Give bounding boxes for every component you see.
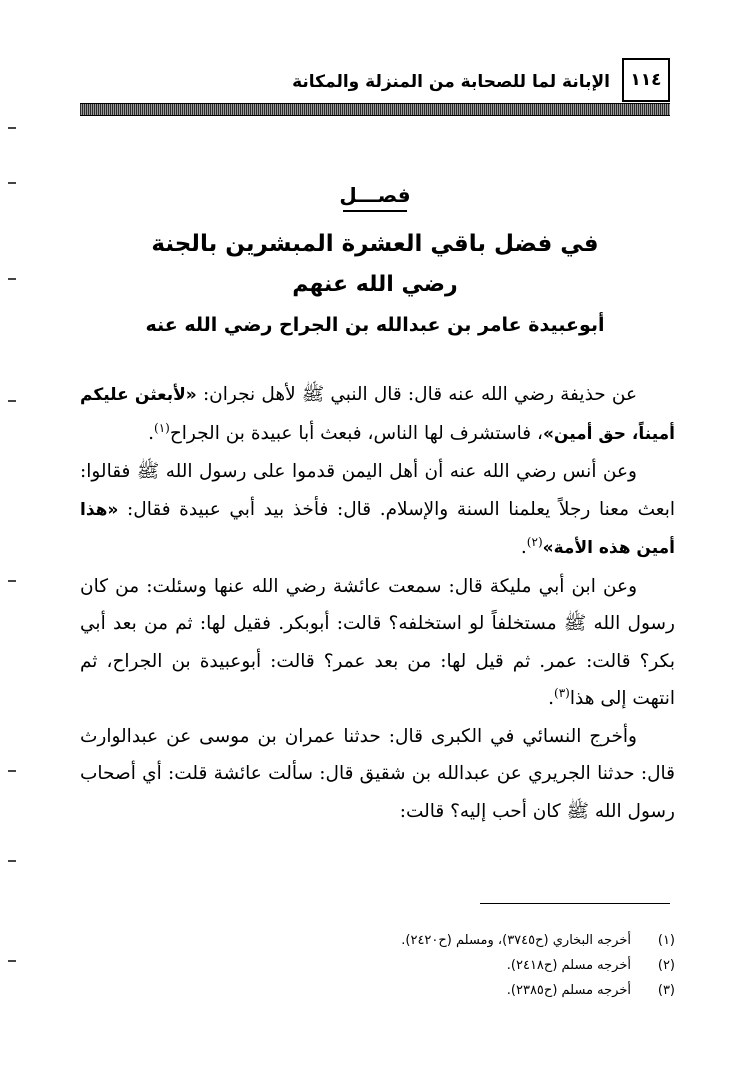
footnote-number: (١): [657, 933, 675, 948]
margin-tick: [8, 400, 16, 402]
paragraph-1: [80, 376, 675, 453]
footnote-1: [80, 928, 675, 953]
footnotes: [80, 928, 675, 1003]
headings-block: [80, 180, 670, 344]
p3-text-a: وعن ابن أبي مليكة قال: سمعت عائشة رضي الله عنها وسئلت: من كان رسول الله ﷺ مستخلفاً لو استخلفه؟ قالت: أبوبكر. فقيل لها: ثم من بعد أبي بكر؟ قالت: عمر. ثم قيل لها: من بعد عمر؟ قالت: أبوعبيدة بن الجراح، ثم انتهت إلى هذا: [80, 575, 675, 709]
section-title: في فضل باقي العشرة المبشرين بالجنة: [151, 231, 599, 257]
margin-tick: [8, 127, 16, 129]
body-text: [80, 376, 675, 830]
section-subtitle: رضي الله عنهم: [292, 272, 458, 297]
header-rule: [80, 103, 670, 116]
p2-quote: «هذا أمين هذه الأمة»: [80, 499, 675, 558]
footnote-3: [80, 978, 675, 1003]
p2-text-a: وعن أنس رضي الله عنه أن أهل اليمن قدموا على رسول الله ﷺ فقالوا: ابعث معنا رجلاً يعلمنا السنة والإسلام. قال: فأخذ بيد أبي عبيدة فقال:: [80, 461, 675, 520]
footnote-number: (٢): [657, 958, 675, 973]
margin-tick: [8, 960, 16, 962]
person-heading: أبوعبيدة عامر بن عبدالله بن الجراح رضي الله عنه: [145, 314, 605, 336]
paragraph-4: وأخرج النسائي في الكبرى قال: حدثنا عمران بن موسى عن عبدالوارث قال: حدثنا الجريري عن عبدالله بن شقيق قال: سألت عائشة قلت: أي أصحاب رسول الله ﷺ كان أحب إليه؟ قالت:: [80, 725, 675, 822]
footnote-rule: [480, 903, 670, 904]
margin-tick: [8, 770, 16, 772]
p1-end: .: [148, 422, 154, 444]
page-number-text: ١١٤: [630, 70, 662, 90]
p1-text-a: عن حذيفة رضي الله عنه قال: قال النبي ﷺ لأهل نجران:: [202, 384, 637, 405]
page-number: [622, 58, 670, 102]
footnote-text: أخرجه مسلم (ح٢٣٨٥).: [506, 983, 631, 998]
paragraph-2: [80, 453, 675, 568]
p3-end: .: [548, 688, 555, 709]
footnote-2: [80, 953, 675, 978]
margin-tick: [8, 182, 16, 184]
margin-tick: [8, 860, 16, 862]
footnote-text: أخرجه مسلم (ح٢٤١٨).: [506, 958, 631, 973]
footnote-ref-1: (١): [154, 420, 170, 435]
p2-end: .: [520, 537, 527, 558]
footnote-text: أخرجه البخاري (ح٣٧٤٥)، ومسلم (ح٢٤٢٠).: [401, 933, 631, 948]
margin-tick: [8, 278, 16, 280]
running-title: الإبانة لما للصحابة من المنزلة والمكانة: [292, 72, 610, 92]
section-word-underline: [343, 210, 407, 212]
margin-tick: [8, 580, 16, 582]
p1-quote: «لأبعثن عليكم أميناً، حق أمين»: [80, 385, 675, 444]
paragraph-3: [80, 568, 675, 718]
p1-text-b: ، فاستشرف لها الناس، فبعث أبا عبيدة بن الجراح: [169, 422, 543, 444]
footnote-ref-2: (٢): [526, 534, 543, 549]
footnote-number: (٣): [657, 983, 675, 998]
footnote-ref-3: (٣): [554, 685, 570, 700]
section-word: فصـــل: [339, 183, 411, 207]
